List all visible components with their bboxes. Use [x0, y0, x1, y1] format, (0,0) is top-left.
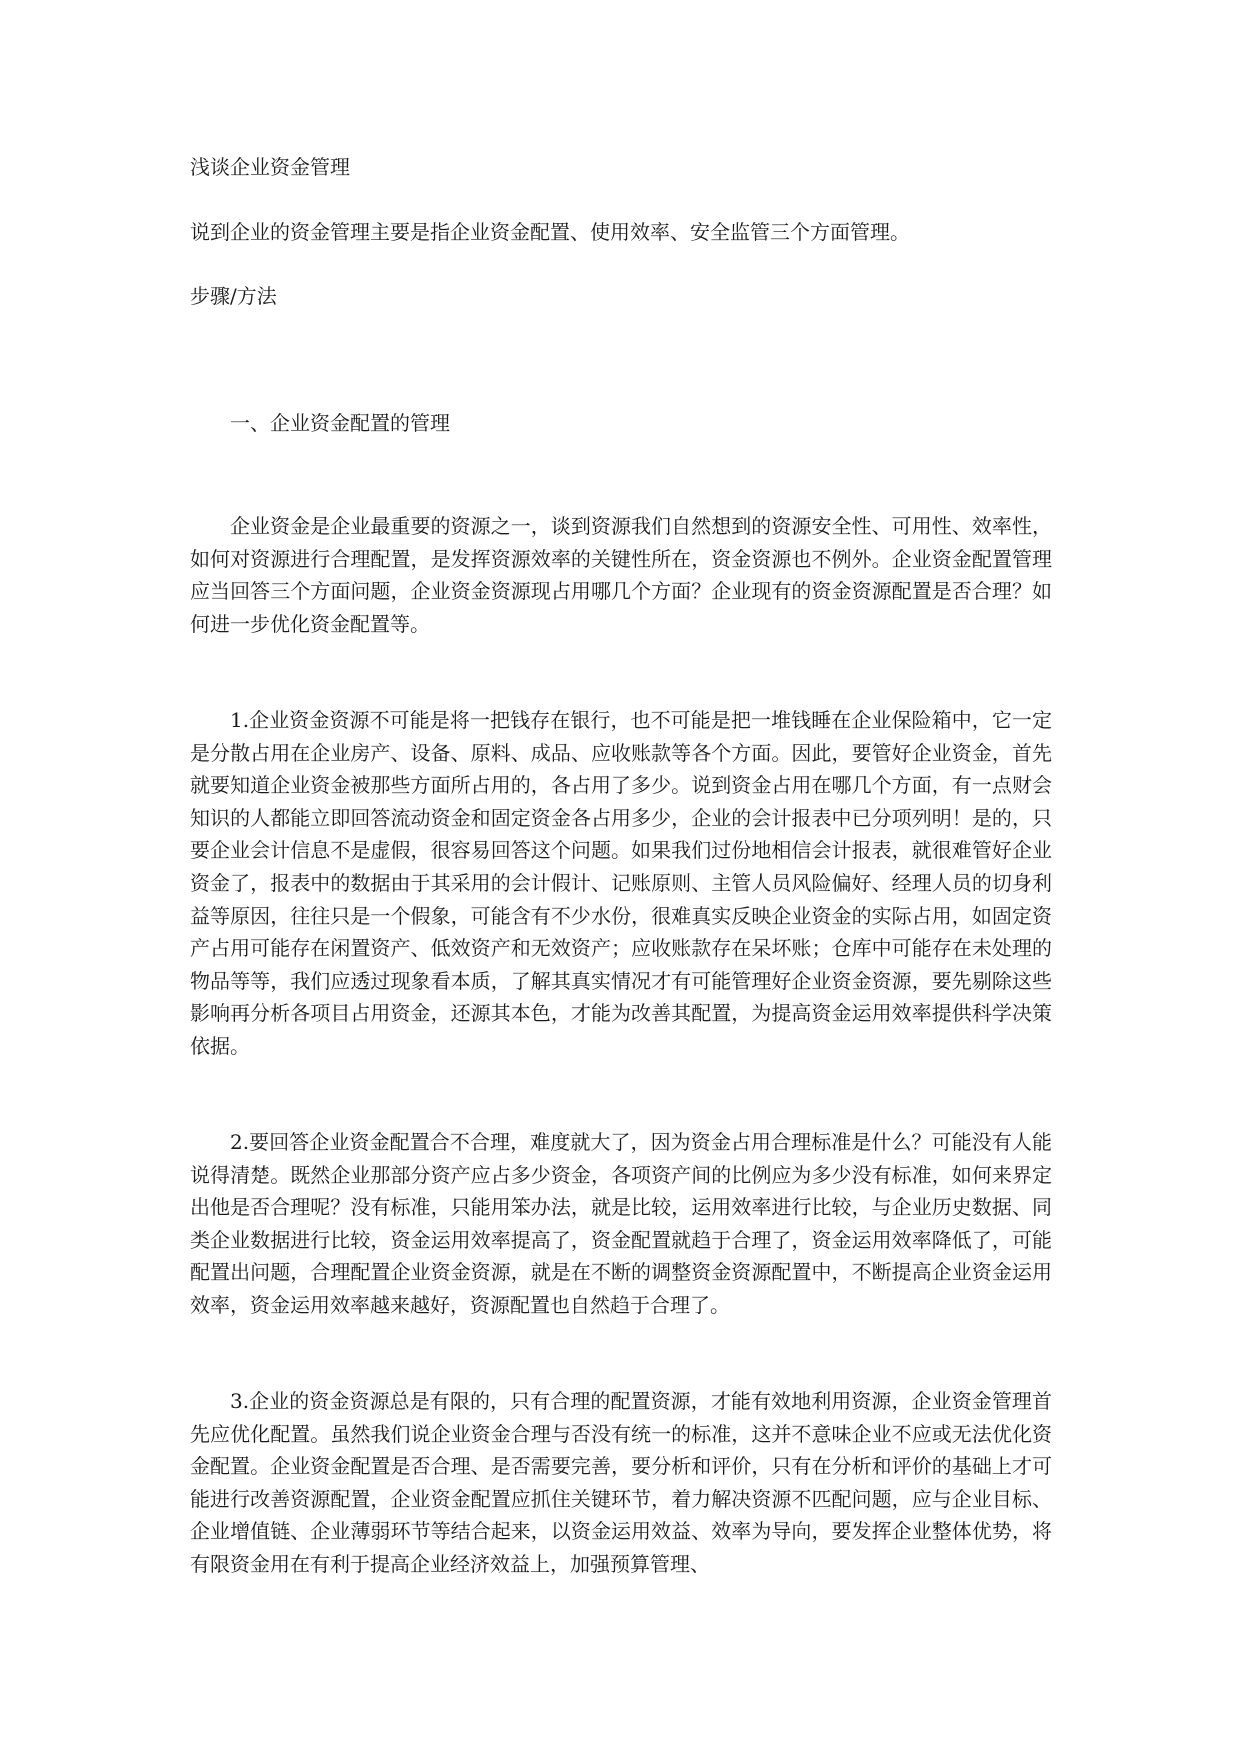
section-heading: 一、企业资金配置的管理	[230, 411, 450, 435]
paragraph-2: 2.要回答企业资金配置合不合理，难度就大了，因为资金占用合理标准是什么？可能没有人能说得清楚。既然企业那部分资产应占多少资金，各项资产间的比例应为多少没有标准，如何来界定出他是否合理呢？没有标准，只能用笨办法，就是比较，运用效率进行比较，与企业历史数据、同类企业数据进行比较，资金运用效率提高了，资金配置就趋于合理了，资金运用效率降低了，可能配置出问题，合理配置企业资金资源，就是在不断的调整资金资源配置中，不断提高企业资金运用效率，资金运用效率越来越好，资源配置也自然趋于合理了。	[190, 1130, 1052, 1317]
steps-label: 步骤/方法	[190, 284, 277, 308]
paragraph-overview: 企业资金是企业最重要的资源之一，谈到资源我们自然想到的资源安全性、可用性、效率性，如何对资源进行合理配置，是发挥资源效率的关键性所在，资金资源也不例外。企业资金配置管理应当回答三个方面问题，企业资金资源现占用哪几个方面？企业现有的资金资源配置是否合理？如何进一步优化资金配置等。	[190, 514, 1052, 636]
paragraph-1: 1.企业资金资源不可能是将一把钱存在银行，也不可能是把一堆钱睡在企业保险箱中，它一定是分散占用在企业房产、设备、原料、成品、应收账款等各个方面。因此，要管好企业资金，首先就要知道企业资金被那些方面所占用的，各占用了多少。说到资金占用在哪几个方面，有一点财会知识的人都能立即回答流动资金和固定资金各占用多少，企业的会计报表中已分项列明！是的，只要企业会计信息不是虚假，很容易回答这个问题。如果我们过份地相信会计报表，就很难管好企业资金了，报表中的数据由于其采用的会计假计、记账原则、主管人员风险偏好、经理人员的切身利益等原因，往往只是一个假象，可能含有不少水份，很难真实反映企业资金的实际占用，如固定资产占用可能存在闲置资产、低效资产和无效资产；应收账款存在呆坏账；仓库中可能存在未处理的物品等等，我们应透过现象看本质，了解其真实情况才有可能管理好企业资金资源，要先剔除这些影响再分析各项目占用资金，还源其本色，才能为改善其配置，为提高资金运用效率提供科学决策依据。	[190, 708, 1052, 1058]
document-title: 浅谈企业资金管理	[190, 155, 350, 179]
paragraph-3: 3.企业的资金资源总是有限的，只有合理的配置资源，才能有效地利用资源，企业资金管理首先应优化配置。虽然我们说企业资金合理与否没有统一的标准，这并不意味企业不应或无法优化资金配置。企业资金配置是否合理、是否需要完善，要分析和评价，只有在分析和评价的基础上才可能进行改善资源配置，企业资金配置应抓住关键环节，着力解决资源不匹配问题，应与企业目标、企业增值链、企业薄弱环节等结合起来，以资金运用效益、效率为导向，要发挥企业整体优势，将有限资金用在有利于提高企业经济效益上，加强预算管理、	[190, 1389, 1052, 1576]
intro-text: 说到企业的资金管理主要是指企业资金配置、使用效率、安全监管三个方面管理。	[190, 220, 910, 244]
